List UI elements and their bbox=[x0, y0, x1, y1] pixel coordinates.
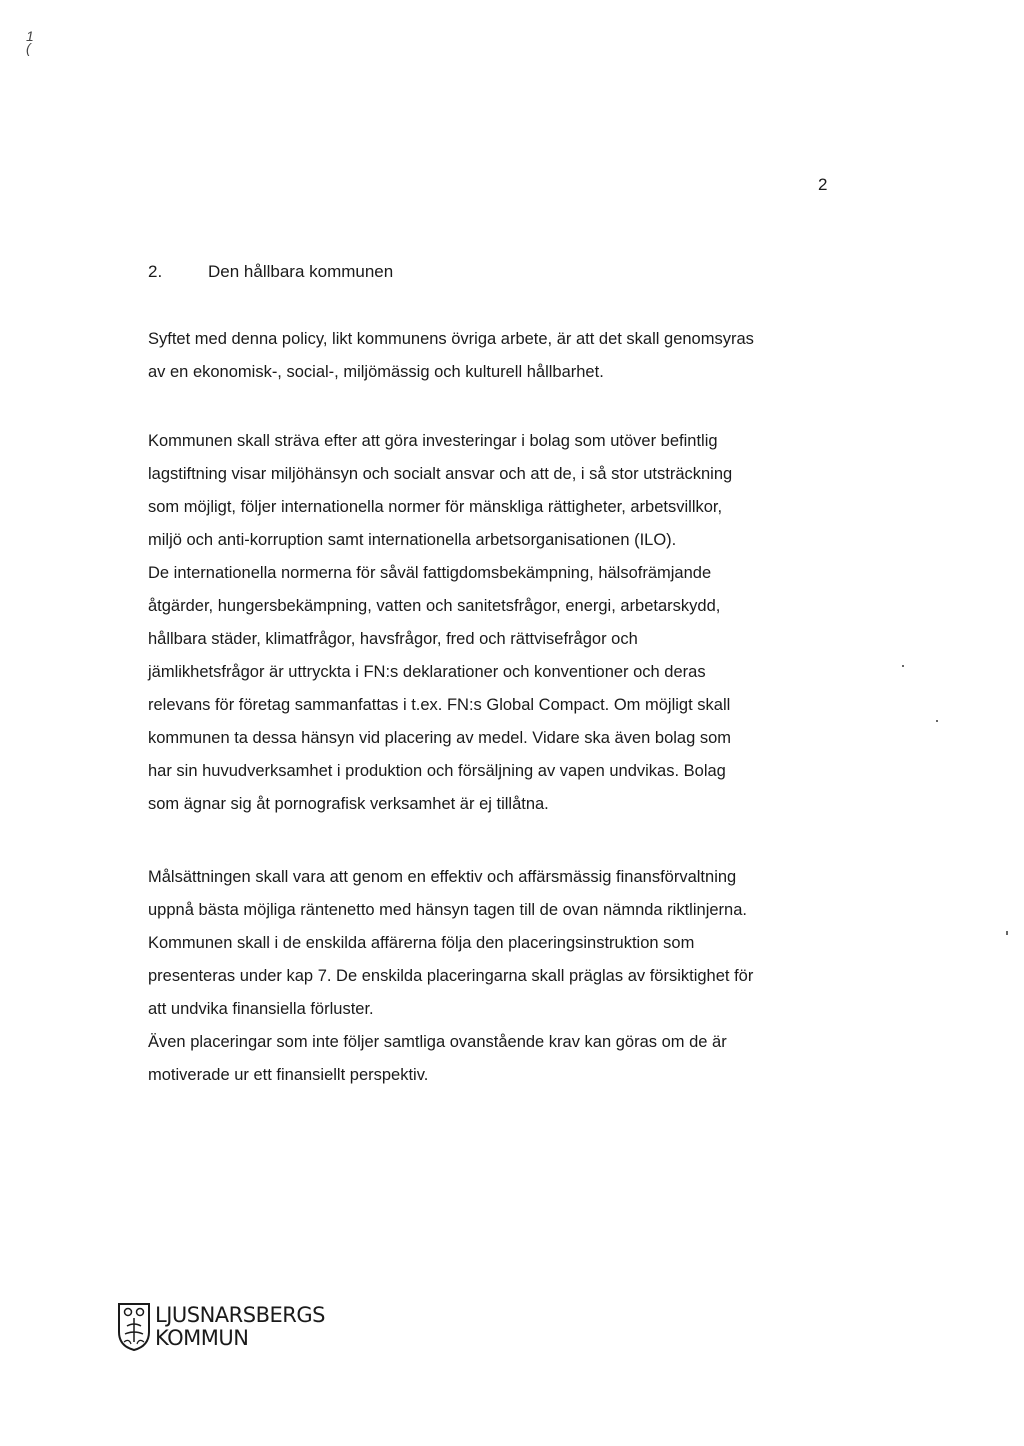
logo-line-1: LJUSNARSBERGS bbox=[155, 1303, 325, 1327]
text-line: som möjligt, följer internationella normer för mänskliga rättigheter, arbetsvillkor, bbox=[148, 498, 723, 516]
scan-speck bbox=[936, 720, 938, 722]
text-line: Syftet med denna policy, likt kommunens övriga arbete, är att det skall genomsyras bbox=[148, 330, 754, 348]
text-line: att undvika finansiella förluster. bbox=[148, 1000, 374, 1018]
paragraph-purpose bbox=[148, 323, 848, 389]
text-line: åtgärder, hungersbekämpning, vatten och sanitetsfrågor, energi, arbetarskydd, bbox=[148, 597, 721, 615]
text-line: kommunen ta dessa hänsyn vid placering av medel. Vidare ska även bolag som bbox=[148, 729, 732, 747]
logo-text bbox=[155, 1304, 325, 1350]
text-line: De internationella normerna för såväl fattigdomsbekämpning, hälsofrämjande bbox=[148, 564, 712, 582]
text-line: Kommunen skall i de enskilda affärerna följa den placeringsinstruktion som bbox=[148, 934, 695, 952]
coat-of-arms-icon bbox=[117, 1302, 151, 1352]
text-line: som ägnar sig åt pornografisk verksamhet är ej tillåtna. bbox=[148, 795, 549, 813]
logo-line-2: KOMMUN bbox=[155, 1326, 249, 1350]
text-line: Kommunen skall sträva efter att göra investeringar i bolag som utöver befintlig bbox=[148, 432, 718, 450]
text-line: uppnå bästa möjliga räntenetto med hänsyn tagen till de ovan nämnda riktlinjerna. bbox=[148, 901, 747, 919]
text-line: miljö och anti-korruption samt internationella arbetsorganisationen (ILO). bbox=[148, 531, 677, 549]
municipality-logo bbox=[117, 1302, 325, 1352]
scan-speck bbox=[1006, 931, 1008, 935]
text-line: presenteras under kap 7. De enskilda placeringarna skall präglas av försiktighet för bbox=[148, 967, 754, 985]
text-line: relevans för företag sammanfattas i t.ex. FN:s Global Compact. Om möjligt skall bbox=[148, 696, 731, 714]
section-heading bbox=[148, 262, 393, 282]
page-number: 2 bbox=[818, 175, 828, 194]
text-line: lagstiftning visar miljöhänsyn och socialt ansvar och att de, i så stor utsträckning bbox=[148, 465, 733, 483]
text-line: hållbara städer, klimatfrågor, havsfrågor, fred och rättvisefrågor och bbox=[148, 630, 638, 648]
paragraph-investment-criteria bbox=[148, 425, 848, 821]
section-title: Den hållbara kommunen bbox=[208, 262, 394, 281]
text-line: motiverade ur ett finansiellt perspektiv. bbox=[148, 1066, 429, 1084]
text-line: har sin huvudverksamhet i produktion och försäljning av vapen undvikas. Bolag bbox=[148, 762, 726, 780]
text-line: av en ekonomisk-, social-, miljömässig och kulturell hållbarhet. bbox=[148, 363, 604, 381]
section-number: 2. bbox=[148, 262, 163, 281]
text-line: jämlikhetsfrågor är uttryckta i FN:s deklarationer och konventioner och deras bbox=[148, 663, 706, 681]
scan-mark: 1 ( bbox=[26, 28, 34, 56]
scan-speck bbox=[902, 665, 904, 667]
text-line: Även placeringar som inte följer samtliga ovanstående krav kan göras om de är bbox=[148, 1033, 727, 1051]
text-line: Målsättningen skall vara att genom en effektiv och affärsmässig finansförvaltning bbox=[148, 868, 737, 886]
paragraph-objective bbox=[148, 861, 848, 1092]
